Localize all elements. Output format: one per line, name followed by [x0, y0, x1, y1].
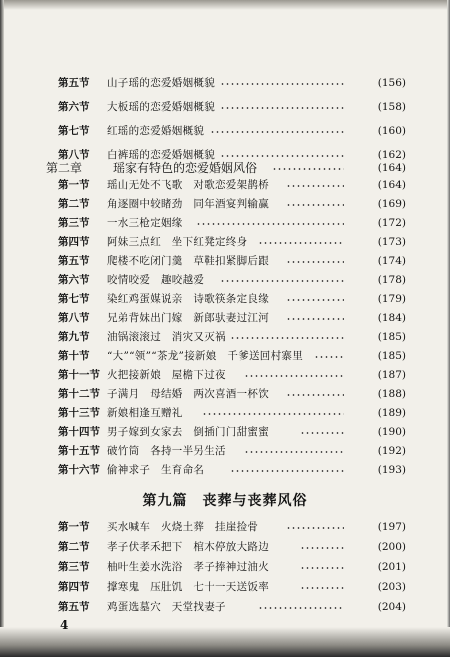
section-title: 一水三枪定姻缘 [107, 217, 183, 229]
chapter-label: 第二章 [46, 161, 83, 175]
section-number: 第四节 [58, 581, 90, 593]
section-title: 咬情咬爱 趣咬越爱 [107, 274, 205, 286]
section-title: 油锅滚滚过 消灾又灭祸 [107, 331, 226, 343]
page-ref: (203) [377, 581, 406, 593]
page-ref: (184) [377, 312, 406, 324]
section-number: 第十二节 [58, 388, 100, 400]
page-ref: (174) [377, 255, 406, 267]
dot-leader [300, 567, 344, 569]
page-ref: (164) [377, 179, 406, 191]
page-ref: (192) [377, 445, 406, 457]
section-title: 鸡蛋选墓穴 天堂找妻子 [107, 601, 226, 613]
part-heading: 第九篇 丧葬与丧葬风俗 [142, 493, 308, 509]
page-ref: (193) [377, 464, 406, 476]
page-ref: (204) [377, 601, 406, 613]
section-number: 第八节 [58, 149, 90, 161]
section-number: 第六节 [58, 101, 90, 113]
section-title: 柚叶生姜水洗浴 孝子捧神过油火 [107, 561, 269, 573]
section-number: 第九节 [58, 331, 90, 343]
section-title: 大板瑶的恋爱婚姻概貌 [107, 101, 215, 113]
page-ref: (190) [377, 426, 406, 438]
section-number: 第十六节 [58, 464, 100, 476]
toc-entry [0, 517, 450, 537]
section-number: 第十三节 [58, 407, 100, 419]
section-title: 孝子伏孝禾把下 棺木停放大路边 [107, 541, 269, 553]
section-title: 染红鸡蛋媒说亲 诗歌筷条定良缘 [107, 293, 269, 305]
page-ref: (197) [377, 521, 406, 533]
section-number: 第四节 [58, 236, 90, 248]
section-number: 第六节 [58, 274, 90, 286]
page-ref: (188) [377, 388, 406, 400]
section-title: 破竹筒 各持一半另生活 [107, 445, 226, 457]
page-ref: (160) [377, 125, 406, 137]
section-number: 第五节 [58, 77, 90, 89]
section-number: 第二节 [58, 541, 90, 553]
section-title: 爬楼不吃闭门羹 草鞋扣紧脚后跟 [107, 255, 269, 267]
page-ref: (185) [377, 331, 406, 343]
section-title: 子满月 母结婚 两次喜酒一杯饮 [107, 388, 269, 400]
page-ref: (179) [377, 293, 406, 305]
page-ref: (201) [377, 561, 406, 573]
section-number: 第三节 [58, 561, 90, 573]
section-title: 买水喊车 火烧土葬 挂崖捡骨 [107, 521, 259, 533]
section-title: 兄弟背妹出门嫁 新郎驮妻过江河 [107, 312, 269, 324]
dot-leader [300, 547, 344, 549]
page-ref: (173) [377, 236, 406, 248]
page-ref: (164) [377, 162, 406, 174]
section-number: 第十一节 [58, 369, 100, 381]
section-title: 新娘相逢互赠礼 [107, 407, 183, 419]
section-number: 第七节 [58, 293, 90, 305]
section-number: 第一节 [58, 521, 90, 533]
page-ref: (158) [377, 101, 406, 113]
section-title: “大”“领”“茶龙”接新娘 千爹送回村寨里 [107, 350, 304, 362]
section-number: 第五节 [58, 255, 90, 267]
page-ref: (187) [377, 369, 406, 381]
page-ref: (156) [377, 77, 406, 89]
page-ref: (178) [377, 274, 406, 286]
section-number: 第五节 [58, 601, 90, 613]
dot-leader [286, 527, 344, 529]
section-number: 第三节 [58, 217, 90, 229]
page-ref: (185) [377, 350, 406, 362]
section-number: 第八节 [58, 312, 90, 324]
page-ref: (200) [377, 541, 406, 553]
dot-leader [300, 587, 344, 589]
section-number: 第十五节 [58, 445, 100, 457]
section-title: 阿妹三点红 坐下红凳定终身 [107, 236, 248, 248]
section-title: 角逐圈中较睹劲 同年酒宴判输赢 [107, 198, 269, 210]
section-title: 白裤瑶的恋爱婚姻概貌 [107, 149, 215, 161]
section-title: 男子嫁到女家去 倒插门门甜蜜蜜 [107, 426, 269, 438]
section-number: 第一节 [58, 179, 90, 191]
toc-entry [0, 557, 450, 577]
section-title: 瑶山无处不飞歌 对歌恋爱架鹊桥 [107, 179, 269, 191]
page-ref: (189) [377, 407, 406, 419]
section-title: 偷神求子 生育命名 [107, 464, 205, 476]
section-title: 火把接新娘 屋檐下过夜 [107, 369, 226, 381]
page-number: 4 [60, 618, 69, 632]
toc-entry [0, 577, 450, 597]
chapter-title: 瑶家有特色的恋爱婚姻风俗 [113, 161, 258, 175]
dot-leader [258, 607, 344, 609]
section-number: 第七节 [58, 125, 90, 137]
page-ref: (162) [377, 149, 406, 161]
toc-entry [0, 597, 450, 617]
section-number: 第二节 [58, 198, 90, 210]
section-title: 山子瑶的恋爱婚姻概貌 [107, 77, 215, 89]
section-number: 第十四节 [58, 426, 100, 438]
section-title: 撑寒鬼 压肚饥 七十一天送饭率 [107, 581, 269, 593]
page-ref: (169) [377, 198, 406, 210]
page-ref: (172) [377, 217, 406, 229]
section-number: 第十节 [58, 350, 90, 362]
toc-entry [0, 537, 450, 557]
section-title: 红瑶的恋爱婚姻概貌 [107, 125, 205, 137]
